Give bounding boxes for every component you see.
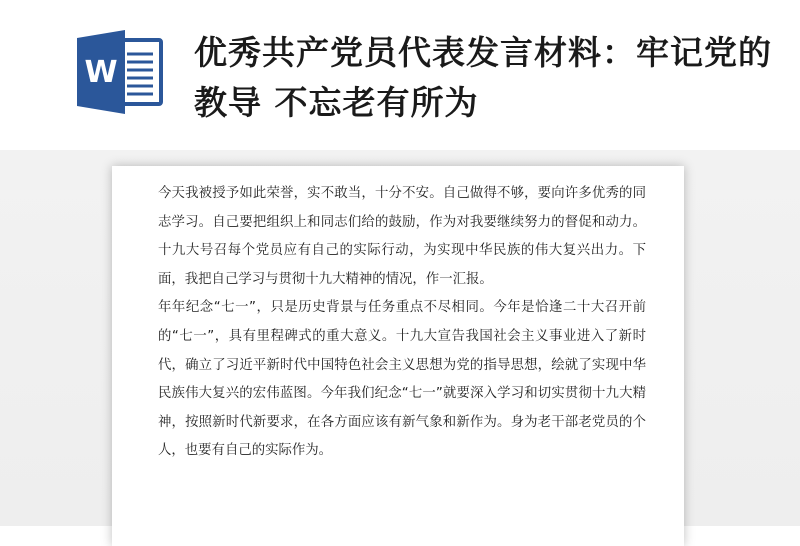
paragraph: 今天我被授予如此荣誉，实不敢当，十分不安。自己做得不够，要向许多优秀的同志学习。自己要把组织上和同志们给的鼓励，作为对我要继续努力的督促和动力。十九大号召每个党员应有自己的实际行动，为实现中华民族的伟大复兴出力。下面，我把自己学习与贯彻十九大精神的情况，作一汇报。 bbox=[158, 186, 646, 287]
word-document-icon bbox=[75, 30, 167, 114]
paragraph: 年年纪念“七一”，只是历史背景与任务重点不尽相同。今年是恰逢二十大召开前的“七一”，具有里程碑式的重大意义。十九大宣告我国社会主义事业进入了新时代，确立了习近平新时代中国特色社会主义思想为党的指导思想，绘就了实现中华民族伟大复兴的宏伟蓝图。今年我们纪念“七一”就要深入学习和切实贯彻十九大精神，按照新时代新要求，在各方面应该有新气象和新作为。身为老干部老党员的个人，也要有自己的实际作为。 bbox=[158, 300, 646, 459]
header bbox=[0, 0, 800, 150]
document-page bbox=[112, 166, 684, 546]
document-title: 优秀共产党员代表发言材料：牢记党的教导 不忘老有所为 bbox=[194, 33, 772, 122]
document-body bbox=[158, 180, 646, 466]
word-icon-letter: W bbox=[84, 55, 118, 90]
